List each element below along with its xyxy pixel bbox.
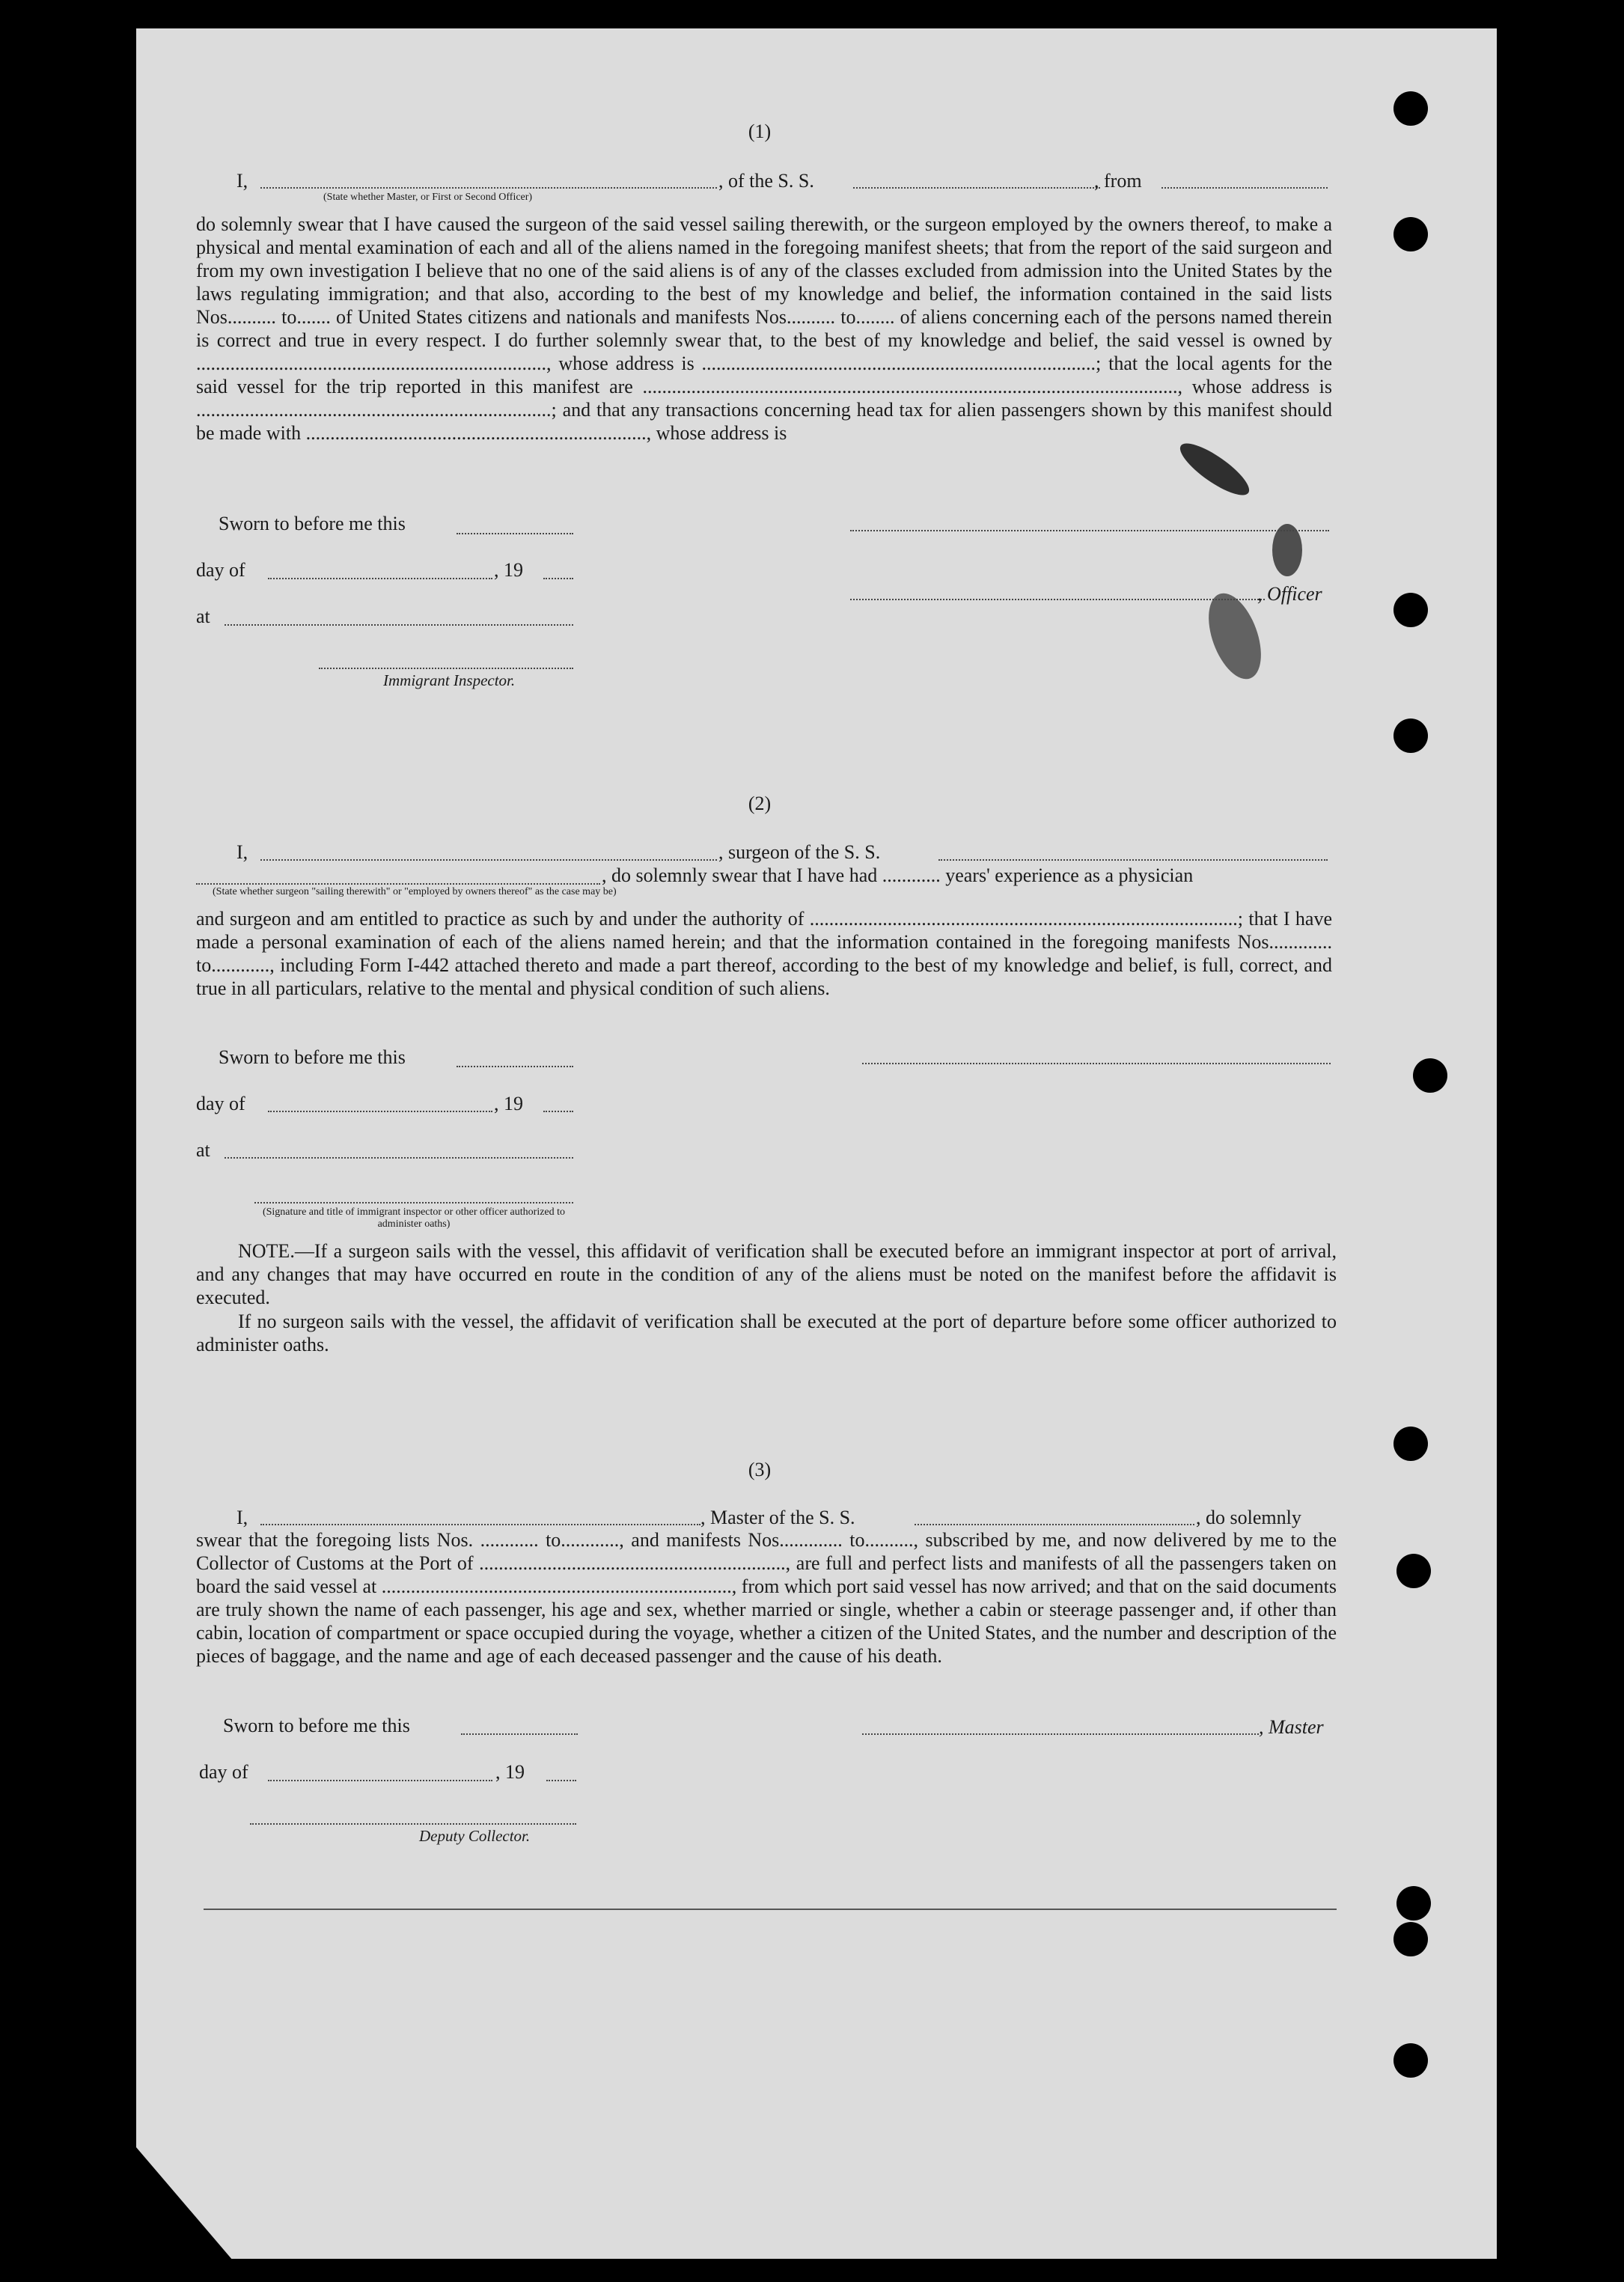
- section3-body: swear that the foregoing lists Nos. ............ to............, and manifests Nos............. to.........., subscribed by me, and now delivered by me to the Collector of Customs at the Port of ..............................................................., are full and perfect lists and manifests of all the passengers taken on board the said vessel at ........................................................................, from which port said vessel has now arrived; and that on the said documents are truly shown the name of each passenger, his age and sex, whether married or single, whether a cabin or steerage passenger and, if other than cabin, location of compartment or space occupied during the voyage, whether a citizen of the United States, and the number and description of the pieces of baggage, and the name and age of each deceased passenger and the cause of his death.: [196, 1529, 1337, 1667]
- section2-line1-mid: , surgeon of the S. S.: [718, 841, 881, 863]
- officer-note: (State whether Master, or First or Second Officer): [323, 192, 533, 203]
- day-of-label: day of: [199, 1761, 248, 1783]
- bottom-rule: [204, 1909, 1337, 1910]
- binder-hole: [1393, 719, 1428, 753]
- year-label: , 19: [494, 559, 523, 581]
- vessel-blank: [938, 859, 1328, 861]
- section2-note1: NOTE.—If a surgeon sails with the vessel, this affidavit of verification shall be executed before an immigrant inspector at port of arrival, and any changes that may have occurred en route in the condition of any of the aliens must be noted on the manifest before the affidavit is executed.: [196, 1240, 1337, 1308]
- inspector-title: Immigrant Inspector.: [383, 671, 516, 689]
- sworn-label: Sworn to before me this: [223, 1715, 410, 1736]
- port-blank: [1161, 187, 1328, 189]
- surgeon-signature-line: [862, 1063, 1331, 1064]
- vessel-blank: [915, 1524, 1194, 1525]
- section2-line2: , do solemnly swear that I have had ............ years' experience as a physician: [602, 864, 1194, 886]
- officer-signature-line-2: [850, 599, 1265, 600]
- officer-signature-line: [254, 1202, 573, 1203]
- year-blank: [543, 578, 573, 579]
- section3-line1-mid: , Master of the S. S.: [700, 1507, 855, 1528]
- at-label: at: [196, 1139, 210, 1161]
- sworn-label: Sworn to before me this: [219, 513, 406, 534]
- at-label: at: [196, 605, 210, 627]
- binder-hole: [1393, 2043, 1428, 2078]
- section1-line1-prefix: I,: [236, 170, 248, 192]
- at-blank: [225, 624, 573, 626]
- surgeon-status-blank: [196, 883, 600, 885]
- day-of-label: day of: [196, 559, 245, 581]
- ink-smudge: [1272, 524, 1302, 576]
- sworn-label: Sworn to before me this: [219, 1046, 406, 1068]
- signature-note: (Signature and title of immigrant inspector or other officer authorized to administer oaths): [262, 1206, 566, 1230]
- day-blank: [268, 1780, 492, 1781]
- binder-hole: [1393, 1427, 1428, 1461]
- year-label: , 19: [495, 1761, 525, 1783]
- section1-line1-mid: , of the S. S.: [718, 170, 814, 192]
- section2-body: and surgeon and am entitled to practice as such by and under the authority of ........................................................................................; that I have made a personal examination of each of the aliens named herein; and that the information contained in the foregoing manifests Nos............. to............, including Form I-442 attached thereto and made a part thereof, according to the best of my knowledge and belief, is full, correct, and true in all particulars, relative to the mental and physical condition of such aliens.: [196, 908, 1332, 999]
- section3-line1-end: , do solemnly: [1196, 1507, 1301, 1528]
- section1-line1-from: , from: [1094, 170, 1142, 192]
- sworn-blank: [461, 1733, 578, 1735]
- section-number: (1): [748, 120, 772, 142]
- master-signature-line: [862, 1733, 1259, 1735]
- sworn-blank: [457, 533, 573, 534]
- sworn-blank: [457, 1066, 573, 1067]
- binder-hole: [1393, 91, 1428, 126]
- section3-line1-prefix: I,: [236, 1507, 248, 1528]
- surgeon-note: (State whether surgeon "sailing therewith" or "employed by owners thereof" as the case may be): [213, 886, 617, 897]
- binder-hole: [1396, 1554, 1431, 1588]
- section-number: (2): [748, 793, 772, 814]
- officer-signature-line-1: [850, 530, 1329, 531]
- name-blank: [260, 859, 717, 861]
- master-title: , Master: [1259, 1716, 1324, 1738]
- officer-title: , Officer: [1257, 583, 1322, 605]
- section2-note2: If no surgeon sails with the vessel, the affidavit of verification shall be executed at the port of departure before some officer authorized to administer oaths.: [196, 1311, 1337, 1355]
- collector-title: Deputy Collector.: [419, 1827, 531, 1845]
- year-blank: [546, 1780, 576, 1781]
- section2-line1-prefix: I,: [236, 841, 248, 863]
- section-number: (3): [748, 1459, 772, 1480]
- name-blank: [260, 1524, 700, 1525]
- at-blank: [225, 1157, 573, 1159]
- binder-hole: [1393, 217, 1428, 251]
- year-label: , 19: [494, 1093, 523, 1114]
- section1-body: do solemnly swear that I have caused the surgeon of the said vessel sailing therewith, or the surgeon employed by the owners thereof, to make a physical and mental examination of each and all of the aliens named in the foregoing manifest sheets; that from the report of the said surgeon and from my own investigation I believe that no one of the said aliens is of any of the classes excluded from admission into the United States by the laws regulating immigration; and that also, according to the best of my knowledge and belief, the information contained in the said lists Nos.......... to....... of United States citizens and nationals and manifests Nos.......... to........ of aliens concerning each of the persons named therein is correct and true in every respect. I do further solemnly swear that, to the best of my knowledge and belief, the said vessel is owned by ........................................................................, whose address is .................................................................................; that the local agents for the said vessel for the trip reported in this manifest are .............................................................................................................., whose address is .........................................................................; and that any transactions concerning head tax for alien passengers shown by this manifest should be made with ......................................................................, whose address is: [196, 213, 1332, 444]
- day-of-label: day of: [196, 1093, 245, 1114]
- day-blank: [268, 578, 492, 579]
- year-blank: [543, 1111, 573, 1112]
- binder-hole: [1393, 1922, 1428, 1956]
- name-blank: [260, 187, 717, 189]
- binder-hole: [1393, 593, 1428, 627]
- day-blank: [268, 1111, 492, 1112]
- binder-hole: [1413, 1058, 1447, 1093]
- binder-hole: [1396, 1886, 1431, 1921]
- vessel-blank: [853, 187, 1100, 189]
